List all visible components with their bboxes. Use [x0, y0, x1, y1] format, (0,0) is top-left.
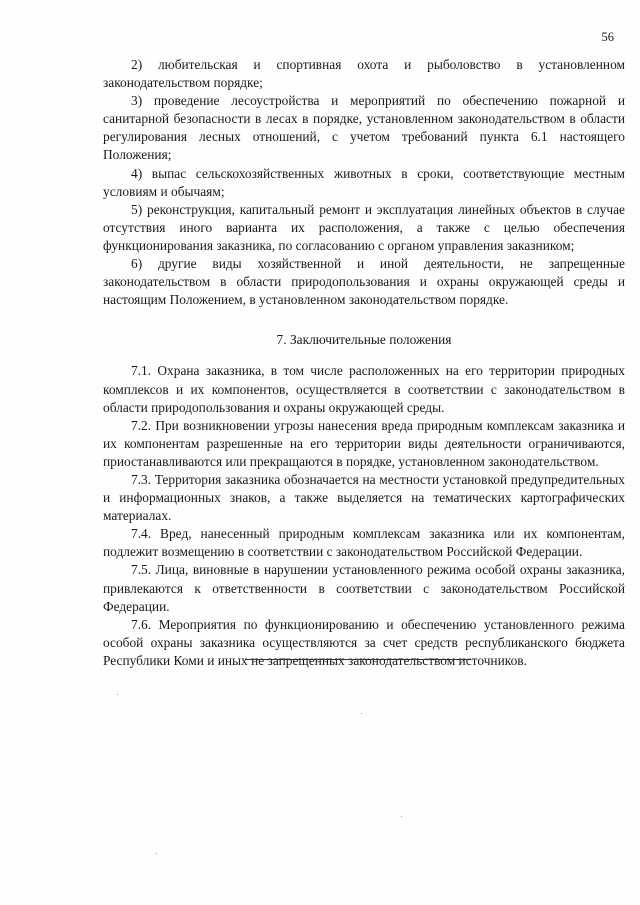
list-item: 2) любительская и спортивная охота и рыболовство в установленном законодательством порядке; [103, 57, 625, 91]
clause-paragraph: 7.1. Охрана заказника, в том числе расположенных на его территории природных комплексов и их компонентов, осуществляется в соответствии с законодательством в области природопользования и охраны окружающей среды. [103, 363, 625, 415]
scan-speck [361, 713, 362, 714]
scan-speck [156, 853, 157, 854]
clause-paragraph: 7.5. Лица, виновные в нарушении установленного режима особой охраны заказника, привлекаются к ответственности в соответствии с законодательством Российской Федерации. [103, 562, 625, 614]
scan-speck [117, 694, 118, 695]
scan-speck [401, 816, 402, 817]
list-item: 5) реконструкция, капитальный ремонт и эксплуатация линейных объектов в случае отсутствия иного варианта их расположения, а также с целью обеспечения функционирования заказника, по согласованию с органом управления заказником; [103, 201, 625, 253]
section-title: 7. Заключительные положения [276, 332, 452, 348]
document-body [103, 56, 625, 670]
clause-paragraph: 7.2. При возникновении угрозы нанесения вреда природным комплексам заказника и их компонентам разрешенные на его территории виды деятельности ограничиваются, приостанавливаются или прекращаются в порядке, установленном законодательством. [103, 417, 625, 469]
page-number: 56 [601, 30, 614, 44]
clause-paragraph: 7.6. Мероприятия по функционированию и обеспечению установленного режима особой охраны заказника осуществляются за счет средств республиканского бюджета Республики Коми и иных не запрещенных законодательством источников. [103, 616, 625, 668]
clause-paragraph: 7.3. Территория заказника обозначается на местности установкой предупредительных и информационных знаков, а также выделяется на тематических картографических материалах. [103, 471, 625, 524]
list-item: 3) проведение лесоустройства и мероприятий по обеспечению пожарной и санитарной безопасности в лесах в порядке, установленном законодательством в области регулирования лесных отношений, с учетом требований пункта 6.1 настоящего Положения; [103, 93, 625, 163]
list-item: 4) выпас сельскохозяйственных животных в сроки, соответствующие местным условиям и обычаям; [103, 165, 625, 199]
clause-paragraph: 7.4. Вред, нанесенный природным комплексам заказника или их компонентам, подлежит возмещению в соответствии с законодательством Российской Федерации. [103, 526, 625, 560]
end-of-document-rule [245, 659, 471, 660]
list-item: 6) другие виды хозяйственной и иной деятельности, не запрещенные законодательством в области природопользования и охраны окружающей среды и настоящим Положением, в установленном законодательством порядке. [103, 256, 625, 308]
